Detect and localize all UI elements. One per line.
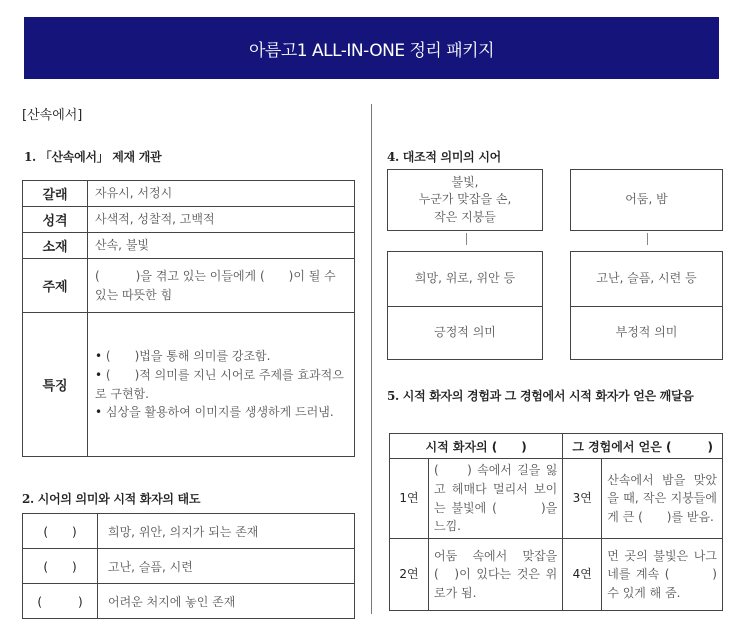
section-tag: [산속에서]: [22, 108, 83, 123]
column-divider: [371, 104, 372, 614]
stanza-text: ( ) 속에서 길을 잃고 헤매다 멀리서 보이는 불빛에 ( )을 느낌.: [429, 459, 563, 539]
overview-value: 산속, 불빛: [88, 233, 355, 259]
contrast-left-words: 불빛, 누군가 맞잡을 손, 작은 지붕들: [387, 169, 543, 231]
stanza-label: 4연: [563, 539, 602, 611]
overview-value: ( )을 겪고 있는 이들에게 ( )이 될 수 있는 따뜻한 힘: [88, 259, 355, 313]
overview-row: [23, 259, 355, 313]
features-list: [95, 347, 347, 421]
attitude-key: ( ): [23, 549, 98, 584]
experience-header-left: 시적 화자의 ( ): [390, 434, 563, 459]
connector-line: [647, 233, 648, 245]
experience-table: [389, 433, 723, 611]
attitude-value: 고난, 슬픔, 시련: [98, 549, 355, 584]
overview-key: 갈래: [23, 181, 88, 207]
experience-header-row: [390, 434, 723, 459]
stanza-label: 2연: [390, 539, 429, 611]
overview-key: 주제: [23, 259, 88, 313]
contrast-left-tone: 긍정적 의미: [387, 306, 543, 360]
banner-title: 아름고1 ALL-IN-ONE 정리 패키지: [249, 40, 494, 61]
overview-key: 소재: [23, 233, 88, 259]
overview-key: 성격: [23, 207, 88, 233]
contrast-left-meaning: 희망, 위로, 위안 등: [387, 251, 543, 307]
stanza-text: 산속에서 밤을 맞았을 때, 작은 지붕들에게 큰 ( )를 받음.: [602, 459, 723, 539]
stanza-label: 1연: [390, 459, 429, 539]
contrast-right-words: 어둠, 밤: [570, 169, 723, 231]
feature-item: • ( )법을 통해 의미를 강조함.: [95, 347, 347, 366]
heading-overview: 1. 「산속에서」 제재 개관: [24, 150, 162, 164]
overview-key: 특징: [23, 313, 88, 457]
attitude-row: [23, 584, 355, 619]
contrast-right-tone: 부정적 의미: [570, 306, 723, 360]
attitude-value: 희망, 위안, 의지가 되는 존재: [98, 514, 355, 549]
overview-row-features: [23, 313, 355, 457]
contrast-right-meaning: 고난, 슬픔, 시련 등: [570, 251, 723, 307]
heading-experience: 5. 시적 화자의 경험과 그 경험에서 시적 화자가 얻은 깨달음: [387, 389, 694, 403]
overview-value: 자유시, 서정시: [88, 181, 355, 207]
heading-attitude: 2. 시어의 의미와 시적 화자의 태도: [22, 492, 201, 506]
attitude-value: 어려운 처지에 놓인 존재: [98, 584, 355, 619]
overview-table: [22, 180, 355, 457]
overview-row: [23, 181, 355, 207]
attitude-table: [22, 513, 355, 619]
attitude-row: [23, 549, 355, 584]
overview-value: 사색적, 성찰적, 고백적: [88, 207, 355, 233]
attitude-row: [23, 514, 355, 549]
features-cell: [88, 313, 355, 457]
feature-item: • 심상을 활용하여 이미지를 생생하게 드러냄.: [95, 403, 347, 422]
attitude-key: ( ): [23, 584, 98, 619]
attitude-key: ( ): [23, 514, 98, 549]
feature-item: • ( )적 의미를 지닌 시어로 주제를 효과적으로 구현함.: [95, 366, 347, 403]
connector-line: [466, 233, 467, 245]
stanza-text: 어둠 속에서 맞잡을 ( )이 있다는 것은 위로가 됨.: [429, 539, 563, 611]
heading-contrast: 4. 대조적 의미의 시어: [387, 150, 501, 164]
experience-header-right: 그 경험에서 얻은 ( ): [563, 434, 723, 459]
experience-row: [390, 539, 723, 611]
overview-row: [23, 207, 355, 233]
stanza-label: 3연: [563, 459, 602, 539]
overview-row: [23, 233, 355, 259]
page-banner: [24, 17, 719, 79]
stanza-text: 먼 곳의 불빛은 나그네를 계속 ( )수 있게 해 줌.: [602, 539, 723, 611]
experience-row: [390, 459, 723, 539]
